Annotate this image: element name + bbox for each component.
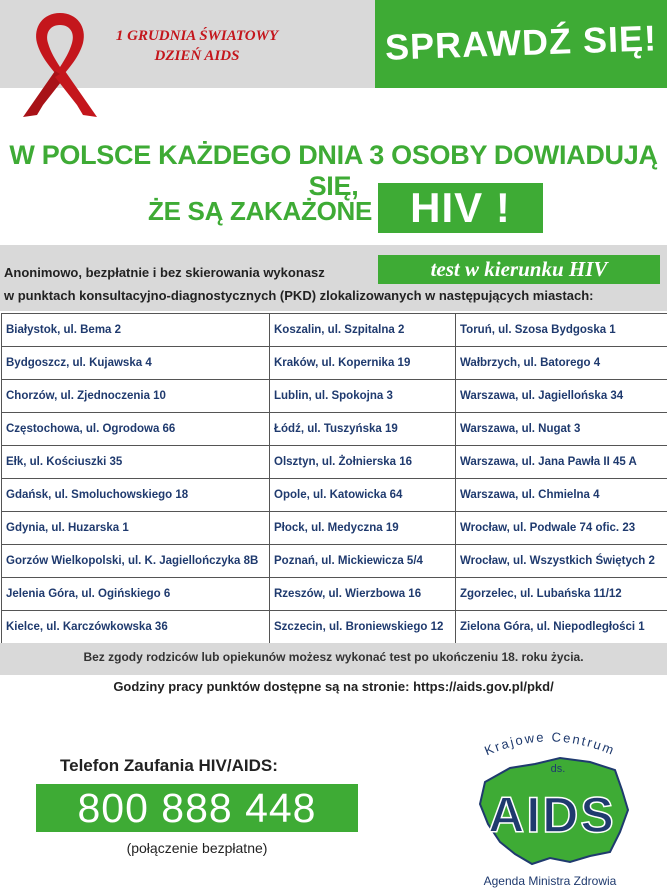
table-row [2,413,667,446]
location-cell: Częstochowa, ul. Ogrodowa 66 [2,413,270,446]
table-row [2,380,667,413]
table-row [2,314,667,347]
hiv-highlight: HIV ! [378,183,543,233]
table-row [2,512,667,545]
check-yourself-banner [375,0,667,88]
event-line-1: 1 GRUDNIA ŚWIATOWY [115,28,279,44]
location-cell: Olsztyn, ul. Żołnierska 16 [270,446,456,479]
headline-line-1: W POLSCE KAŻDEGO DNIA 3 OSOBY DOWIADUJĄ SIĘ, [9,140,658,201]
table-row [2,545,667,578]
location-cell: Bydgoszcz, ul. Kujawska 4 [2,347,270,380]
hours-note: Godziny pracy punktów dostępne są na stronie: https://aids.gov.pl/pkd/ [113,679,554,694]
logo-ds: ds. [550,763,566,775]
location-cell: Gdynia, ul. Huzarska 1 [2,512,270,545]
location-cell: Jelenia Góra, ul. Ogińskiego 6 [2,578,270,611]
logo-arc-text: Krajowe Centrum [482,729,618,759]
location-cell: Wrocław, ul. Podwale 74 ofic. 23 [456,512,667,545]
location-cell: Wrocław, ul. Wszystkich Świętych 2 [456,545,667,578]
location-cell: Warszawa, ul. Jana Pawła II 45 A [456,446,667,479]
svg-text:Krajowe Centrum [482,729,618,758]
intro-line-1: Anonimowo, bezpłatnie i bez skierowania wykonasz [4,265,325,280]
logo-name: AIDS [488,787,616,843]
event-title [92,26,302,66]
location-cell: Opole, ul. Katowicka 64 [270,479,456,512]
location-cell: Warszawa, ul. Jagiellońska 34 [456,380,667,413]
location-cell: Zgorzelec, ul. Lubańska 11/12 [456,578,667,611]
location-cell: Płock, ul. Medyczna 19 [270,512,456,545]
table-row [2,347,667,380]
location-cell: Chorzów, ul. Zjednoczenia 10 [2,380,270,413]
location-cell: Warszawa, ul. Chmielna 4 [456,479,667,512]
location-cell: Łódź, ul. Tuszyńska 19 [270,413,456,446]
table-row [2,578,667,611]
logo-caption: Agenda Ministra Zdrowia [483,874,617,888]
table-row [2,479,667,512]
location-cell: Toruń, ul. Szosa Bydgoska 1 [456,314,667,347]
location-cell: Warszawa, ul. Nugat 3 [456,413,667,446]
phone-note: (połączenie bezpłatne) [126,840,268,856]
location-cell: Kielce, ul. Karczówkowska 36 [2,611,270,644]
test-label: test w kierunku HIV [378,255,660,284]
pkd-locations-table [1,313,667,644]
location-cell: Koszalin, ul. Szpitalna 2 [270,314,456,347]
intro-line-2: w punktach konsultacyjno-diagnostycznych (PKD) zlokalizowanych w następujących miastach: [4,288,594,303]
check-yourself-text: SPRAWDŹ SIĘ! [384,17,658,68]
location-cell: Gorzów Wielkopolski, ul. K. Jagiellończyka 8B [2,545,270,578]
location-cell: Białystok, ul. Bema 2 [2,314,270,347]
kc-aids-logo [440,724,660,874]
table-row [2,611,667,644]
event-line-2: DZIEŃ AIDS [154,48,240,64]
location-cell: Rzeszów, ul. Wierzbowa 16 [270,578,456,611]
location-cell: Poznań, ul. Mickiewicza 5/4 [270,545,456,578]
phone-number[interactable]: 800 888 448 [36,784,358,832]
table-row [2,446,667,479]
location-cell: Kraków, ul. Kopernika 19 [270,347,456,380]
location-cell: Ełk, ul. Kościuszki 35 [2,446,270,479]
location-cell: Szczecin, ul. Broniewskiego 12 [270,611,456,644]
location-cell: Zielona Góra, ul. Niepodległości 1 [456,611,667,644]
phone-label: Telefon Zaufania HIV/AIDS: [60,756,278,775]
headline-line-2: ŻE SĄ ZAKAŻONE [148,196,373,226]
age-note: Bez zgody rodziców lub opiekunów możesz wykonać test po ukończeniu 18. roku życia. [83,650,584,664]
location-cell: Wałbrzych, ul. Batorego 4 [456,347,667,380]
location-cell: Gdańsk, ul. Smoluchowskiego 18 [2,479,270,512]
location-cell: Lublin, ul. Spokojna 3 [270,380,456,413]
